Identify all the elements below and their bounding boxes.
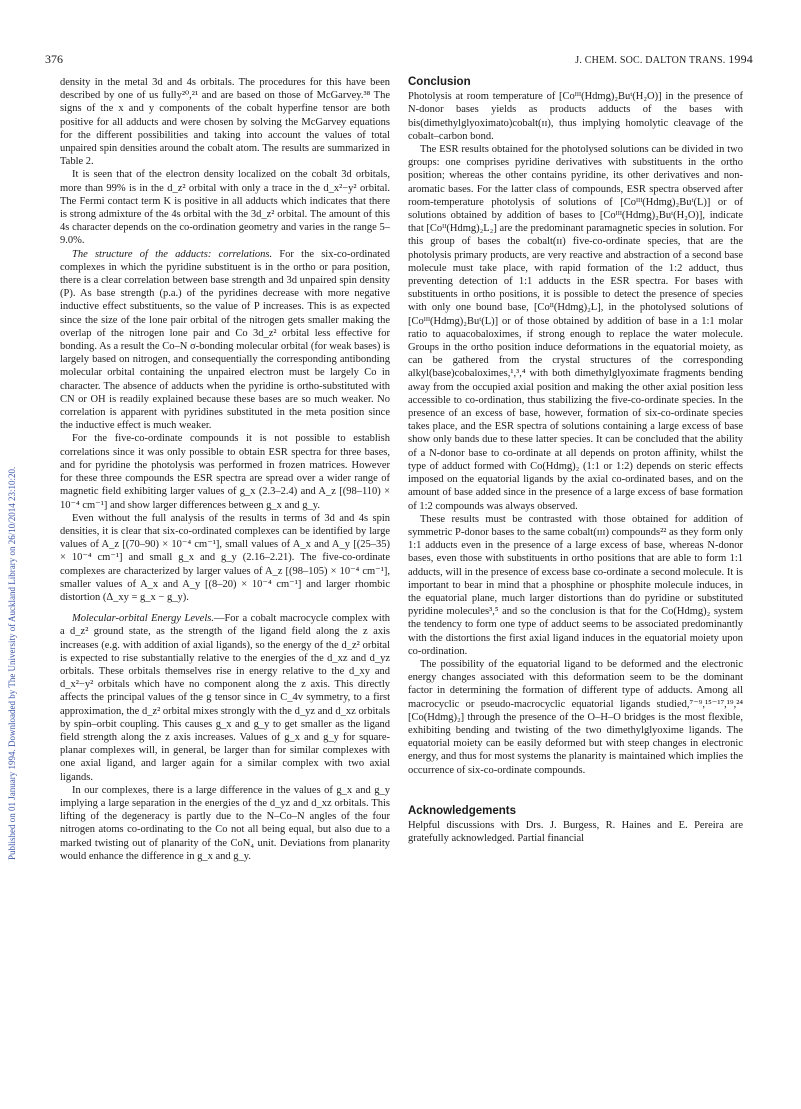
acknowledgements-heading: Acknowledgements [408,804,516,817]
paragraph: It is seen that of the electron density localized on the cobalt 3d orbitals, more than 99% is in the d_z² orbital with only a trace in the d_x²−y² orbital. The Fermi contact term K is positive in all adducts which indicates that there is strong admixture of the 4s orbital with the 3d_z² orbital. The amount of this 4s character depends on the co-ordination geometry and varies in the range 5–9.0%. [60,169,390,247]
acknowledgements-text: Helpful discussions with Drs. J. Burgess, R. Haines and E. Pereira are gratefully acknowledged. Partial financial [408,819,743,845]
right-column [408,76,743,845]
download-watermark: Published on 01 January 1994. Downloaded by The University of Auckland Library on 26/10/2014 23:10:20. [7,466,17,860]
structure-paragraph [60,248,390,433]
page-number: 376 [45,52,63,66]
mo-text: —For a cobalt macrocycle complex with a d_z² ground state, as the strength of the ligand field along the z axis increases (e.g. with addition of axial ligands), so the energy of the d_z² orbital is expected to rise substantially relative to the energies of the d_xz and d_yz orbitals. These orbitals themselves rise in energy relative to the d_xy and d_x²−y² orbitals which have no component along the z axis. This directly affects the principal values of the g tensor since in C_4v symmetry, to a first approximation, the d_z² orbital mixes strongly with the d_yz and d_xz orbitals by spin–orbit coupling. This causes g_x and g_y to get smaller as the ligand field strength along the z axis increases. Values of g_x and g_y for square-planar complexes will, in general, be larger than for similar complexes with one axial ligand, and larger again for a similar complex with two axial ligands. [60,613,390,783]
paragraph: In our complexes, there is a large difference in the values of g_x and g_y implying a large separation in the energies of the d_yz and d_xz orbitals. This lifting of the degeneracy is partly due to the N–Co–N angles of the four nitrogen atoms co-ordinating to the Co not all being equal, but also due to a marked twisting out of planarity of the CoN₄ unit. Deviations from planarity would enhance the difference in g_x and g_y. [60,784,390,862]
paragraph: Even without the full analysis of the results in terms of 3d and 4s spin densities, it is clear that six-co-ordinated complexes can be identified by large values of A_z [(70–90) × 10⁻⁴ cm⁻¹], small values of A_x and A_y [(25–35) × 10⁻⁴ cm⁻¹] and small g_x and g_y (2.16–2.21). The five-co-ordinate complexes are characterized by larger values of A_z [(98–105) × 10⁻⁴ cm⁻¹], smaller values of A_x and A_y [(8–20) × 10⁻⁴ cm⁻¹] and larger rhombic distortion (Δ_xy = g_x − g_y). [60,512,390,603]
conclusion-heading: Conclusion [408,76,471,88]
journal-year: 1994 [728,52,753,66]
paragraph: Photolysis at room temperature of [Coᴵᴵᴵ(Hdmg)₂Buᵗ(H₂O)] in the presence of N-donor bases yields as products adducts of the bases with bis(dimethylglyoximato)cobalt(ɪɪ), thus implying homolytic cleavage of the cobalt–carbon bond. [408,91,743,142]
structure-text: For the six-co-ordinated complexes in which the pyridine substituent is in the ortho or para position, there is a clear correlation between base strength and 3d unpaired spin density (P). As base strength (p.a.) of the pyridines decrease with more negative inductive effect substituents, so the value of P increases. This is as expected since the size of the lone pair orbital of the nitrogen gets smaller making the overlap of the nitrogen lone pair and Co 3d_z² orbital less effective for bonding. As a result the Co–N σ-bonding molecular orbital (for weak bases) is largely based on nitrogen, and consequentially the corresponding antibonding molecular orbital containing the unpaired electron must be largely Co in character. The absence of adducts when the pyridine is ortho-substituted with CN or OH is readily explained because these bases are so much weaker. No correlation is apparent with pyridines substituted in the meta position since the inductive effect is much weaker. [60,248,391,432]
left-column [60,76,390,863]
paragraph: For the five-co-ordinate compounds it is not possible to establish correlations since it was only possible to obtain ESR spectra for three bases, and for pyridine the photolysis was performed in frozen matrices. However for these three compounds the ESR spectra are spread over a wider range of magnetic field exhibiting larger values of g_x (2.3–2.4) and A_z [(98–110) × 10⁻⁴ cm⁻¹] and show larger differences between g_x and g_y. [60,433,390,511]
paragraph: density in the metal 3d and 4s orbitals. The procedures for this have been described by one of us fully²⁰,²¹ and are based on those of McGarvey.³⁸ The signs of the x and y components of the cobalt hyperfine tensor are both positive for all adducts and were chosen by solving the McGarvey equations for the different possibilities and taking into account the values of total unpaired spin densities around the cobalt atom. The results are summarized in Table 2. [60,77,390,168]
journal-name: J. CHEM. SOC. DALTON TRANS. [575,55,726,66]
running-head [575,52,753,67]
structure-lead: The structure of the adducts: correlations. [72,248,273,260]
paragraph: The possibility of the equatorial ligand to be deformed and the electronic energy changes associated with this deformation seem to be the dominant factor in determining the formation of different type of adducts. Among all macrocyclic or pseudo-macrocyclic equatorial ligands studied,⁷⁻⁹,¹⁵⁻¹⁷,¹⁹,²⁴ [Co(Hdmg)₂] through the presence of the O–H–O bridges is the most flexible, exhibiting bending and twisting of the two dimethylglyoxime ligands. The equatorial moiety can be easily deformed but with steep changes in electronic energy, and thus for most systems the planarity is maintained which implies the occurrence of six-co-ordinate compounds. [408,658,743,776]
mo-lead: Molecular-orbital Energy Levels. [72,613,214,625]
paragraph: These results must be contrasted with those obtained for addition of symmetric P-donor bases to the same cobalt(ɪɪɪ) compounds²² as they form only 1:1 adducts even in the presence of a large excess of base, whereas N-donor bases, even those with substituents in ortho positions that are able to form 1:1 adducts, will in the presence of excess base co-ordinate a second molecule. It is important to bear in mind that a phosphine or phosphite molecule induces, in the equatorial plane, much larger distortions than do pyridine or substituted pyridine molecules³,⁵ and so the conclusion is that for the Co(Hdmg)₂ system the tendency to form one type of adduct seems to be associated predominantly with the distortions the first axial ligand induces in the equatorial moiety upon co-ordination. [408,513,743,657]
paragraph: The ESR results obtained for the photolysed solutions can be divided in two groups: one comprises pyridine derivatives with substituents in the ortho position; whereas the other contains pyridine, its other derivatives and non-aromatic bases. For the latter class of compounds, ESR spectra observed after room-temperature photolysis of solutions of [Coᴵᴵᴵ(Hdmg)₂Buᵗ(L)] or of solutions obtained by addition of bases to [Coᴵᴵᴵ(Hdmg)₂Buᵗ(H₂O)], indicate that [Coᴵᴵ(Hdmg)₂L₂] are the predominant paramagnetic species in solution. For this group of bases the cobalt(ɪɪ) five-co-ordinate species, that are the photolysis primary products, are very reactive and abstraction of a second base molecule must take place, with rapid formation of the 1:2 adduct, thus preventing detection of 1:1 adducts in the ESR spectra. For bases with substituents in ortho positions, it is possible to detect the presence of species with only one bound base, [Coᴵᴵ(Hdmg)₂L], in the photolysed solutions of [Coᴵᴵᴵ(Hdmg)₂Buᵗ(L)] or of those obtained by addition of base in a 1:1 molar ratio to aquacobaloximes, if strong enough to replace the water molecule. Groups in the ortho position induce deformations in the equatorial moiety, as can be gathered from the crystal structures of the corresponding alkyl(base)cobaloximes,¹,³,⁴ with both dimethylglyoximate fragments bending away from the occupied axial position and making the other axial position less accessible to co-ordination, thus stabilizing the five-co-ordinate species. In the presence of an excess of base, however, formation of six-co-ordinate species takes place, and the ESR spectra of solutions containing a large excess of base show only bands due to these latter species. It can be concluded that the ability of a N-donor base to co-ordinate at all depends on proton affinity, whilst the type of adduct formed with Co(Hdmg)₂ (1:1 or 1:2) depends on steric effects imposed on the equatorial ligands by the axial co-ordinated bases, and on the amount of base added since in the presence of a large excess of base formation of 1:2 compounds was always observed. [408,144,743,512]
mo-paragraph [60,612,390,784]
